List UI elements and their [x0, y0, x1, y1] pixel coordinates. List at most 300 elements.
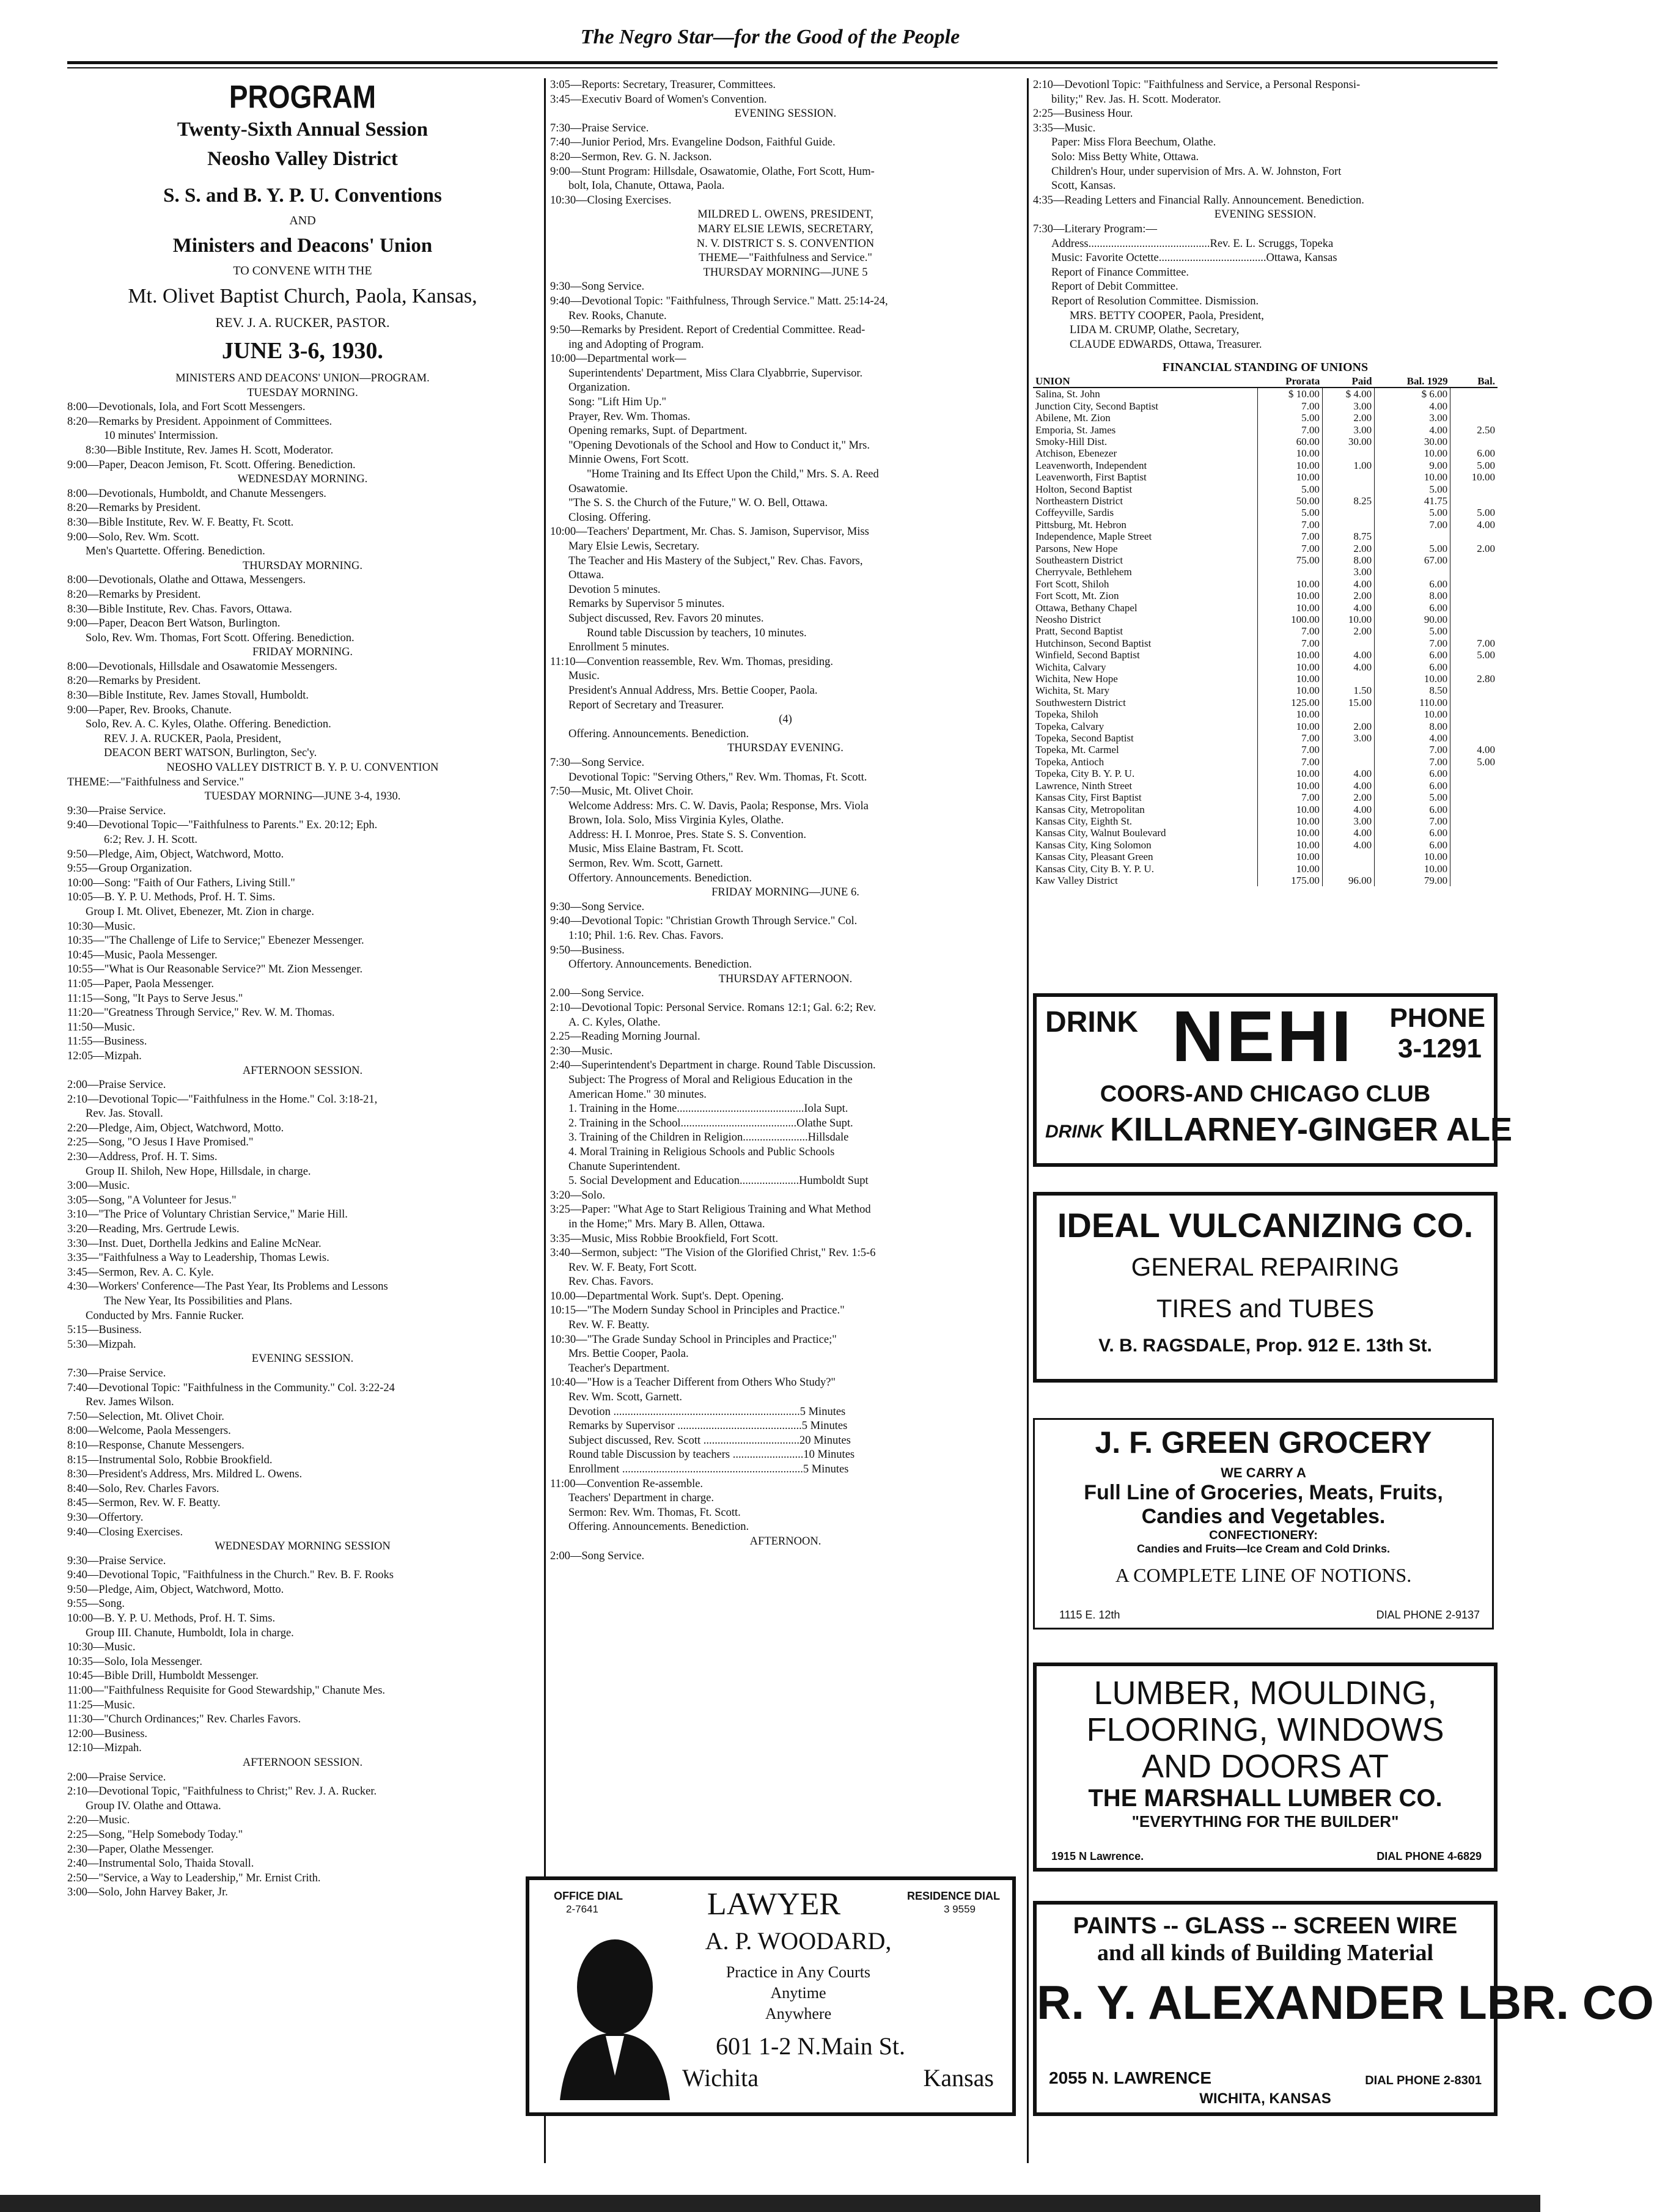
program-line: Group IV. Olathe and Ottawa. — [86, 1799, 221, 1812]
finance-cell: 4.00 — [1375, 400, 1450, 412]
program-line: 8:00—Devotionals, Olathe and Ottawa, Messengers. — [67, 574, 306, 587]
finance-cell: 6.00 — [1375, 839, 1450, 851]
finance-cell — [1450, 780, 1498, 792]
program-line: 2:00—Praise Service. — [67, 1079, 166, 1092]
program-line: 2.25—Reading Morning Journal. — [550, 1031, 700, 1043]
finance-cell: 7.00 — [1257, 732, 1322, 744]
program-line: 10:30—Music. — [67, 920, 136, 933]
marshall-line1: LUMBER, MOULDING, — [1093, 1675, 1437, 1711]
finance-cell — [1450, 554, 1498, 566]
finance-cell — [1322, 708, 1374, 720]
finance-header-cell: Bal. 1929 — [1375, 375, 1450, 388]
program-line: Address...........................................Rev. E. L. Scruggs, Topeka — [1051, 237, 1334, 250]
program-line: Scott, Kansas. — [1051, 180, 1116, 193]
church-heading: Mt. Olivet Baptist Church, Paola, Kansas, — [128, 285, 477, 307]
program-line: Rev. Wm. Scott, Garnett. — [568, 1391, 682, 1404]
program-line: 7:30—Praise Service. — [67, 1367, 166, 1380]
convene-line: TO CONVENE WITH THE — [233, 264, 372, 277]
finance-cell: 5.00 — [1450, 460, 1498, 471]
table-row — [1033, 412, 1498, 424]
program-line: THURSDAY MORNING—JUNE 5 — [703, 266, 868, 279]
program-line: 3:40—Sermon, subject: "The Vision of the Glorified Christ," Rev. 1:5-6 — [550, 1247, 876, 1260]
finance-cell: 30.00 — [1375, 436, 1450, 447]
finance-cell: Kansas City, Walnut Boulevard — [1035, 827, 1166, 839]
program-line: "Opening Devotionals of the School and How to Conduct it," Mrs. — [568, 439, 870, 452]
program-line: FRIDAY MORNING—JUNE 6. — [711, 886, 859, 899]
finance-cell: 10.00 — [1257, 590, 1322, 601]
finance-cell: Hutchinson, Second Baptist — [1035, 637, 1152, 649]
program-line: Osawatomie. — [568, 482, 628, 495]
program-line: 7:50—Music, Mt. Olivet Choir. — [550, 785, 694, 798]
finance-cell: 10.00 — [1257, 721, 1322, 732]
program-line: MILDRED L. OWENS, PRESIDENT, — [697, 208, 873, 221]
finance-cell — [1322, 673, 1374, 685]
finance-cell: 6.00 — [1375, 780, 1450, 792]
table-row — [1033, 436, 1498, 447]
program-line: TUESDAY MORNING. — [247, 386, 358, 399]
finance-cell: 3.00 — [1322, 815, 1374, 827]
finance-cell — [1450, 436, 1498, 447]
program-line: Offertory. Announcements. Benediction. — [568, 958, 752, 971]
table-row — [1033, 566, 1498, 578]
finance-cell: 10.00 — [1257, 815, 1322, 827]
finance-cell: 2.00 — [1322, 543, 1374, 554]
finance-cell: Kaw Valley District — [1035, 874, 1118, 886]
program-line: 7:40—Devotional Topic: "Faithfulness in the Community." Col. 3:22-24 — [67, 1381, 395, 1394]
pastor-line: REV. J. A. RUCKER, PASTOR. — [215, 315, 390, 330]
finance-cell: Kansas City, Eighth St. — [1035, 815, 1133, 827]
program-line: 3:45—Sermon, Rev. A. C. Kyle. — [67, 1266, 214, 1279]
alexander-city: WICHITA, KANSAS — [1199, 2090, 1331, 2107]
table-row — [1033, 507, 1498, 518]
program-line: 5. Social Development and Education.....................Humboldt Supt — [568, 1175, 869, 1188]
table-row — [1033, 780, 1498, 792]
finance-cell: Winfield, Second Baptist — [1035, 649, 1140, 661]
finance-cell: Topeka, Antioch — [1035, 755, 1105, 768]
finance-cell: 50.00 — [1257, 495, 1322, 507]
program-line: Round table Discussion by teachers .........................10 Minutes — [568, 1449, 855, 1461]
finance-cell: 8.50 — [1375, 685, 1450, 696]
nehi-drink-2: DRINK — [1045, 1122, 1103, 1142]
finance-cell — [1322, 638, 1374, 649]
finance-cell — [1450, 531, 1498, 542]
finance-cell: 10.00 — [1257, 851, 1322, 862]
finance-cell: Wichita, St. Mary — [1035, 685, 1110, 697]
program-line: 9:40—Closing Exercises. — [67, 1526, 183, 1538]
program-line: 8:45—Sermon, Rev. W. F. Beatty. — [67, 1497, 221, 1510]
finance-cell: 2.00 — [1322, 721, 1374, 732]
finance-cell: Junction City, Second Baptist — [1035, 400, 1159, 412]
finance-cell: 4.00 — [1322, 804, 1374, 815]
finance-cell: Fort Scott, Shiloh — [1035, 578, 1109, 590]
column-1 — [67, 78, 538, 2163]
table-row — [1033, 875, 1498, 886]
finance-cell: 5.00 — [1375, 543, 1450, 554]
program-line: "Home Training and Its Effect Upon the Child," Mrs. S. A. Reed — [587, 468, 879, 481]
program-line: Report of Finance Committee. — [1051, 266, 1189, 279]
table-row — [1033, 839, 1498, 851]
program-line: LIDA M. CRUMP, Olathe, Secretary, — [1070, 324, 1240, 337]
program-line: 11:00—Convention Re-assemble. — [550, 1477, 704, 1490]
program-line: Rev. Chas. Favors. — [568, 1276, 654, 1288]
finance-cell: 30.00 — [1322, 436, 1374, 447]
program-line: AFTERNOON SESSION. — [242, 1064, 363, 1077]
masthead-rule — [67, 61, 1498, 64]
program-line: 3:35—Music. — [1033, 122, 1096, 134]
program-line: 9:40—Devotional Topic—"Faithfulness to Parents." Ex. 20:12; Eph. — [67, 819, 378, 832]
program-line: Solo, Rev. Wm. Thomas, Fort Scott. Offering. Benediction. — [86, 631, 355, 644]
program-line: 10:00—Song: "Faith of Our Fathers, Living Still." — [67, 876, 295, 889]
table-row — [1033, 721, 1498, 732]
table-row — [1033, 661, 1498, 673]
program-line: Closing. Offering. — [568, 511, 651, 524]
program-line: 3:35—Music, Miss Robbie Brookfield, Fort Scott. — [550, 1232, 779, 1245]
program-line: Rev. W. F. Beatty. — [568, 1319, 650, 1332]
green-confectionery: CONFECTIONERY: — [1209, 1529, 1318, 1542]
table-row — [1033, 519, 1498, 531]
program-line: 2:20—Music. — [67, 1814, 130, 1827]
program-line: Group I. Mt. Olivet, Ebenezer, Mt. Zion in charge. — [86, 905, 314, 918]
program-line: Rev. Jas. Stovall. — [86, 1108, 163, 1120]
green-line2: Candies and Vegetables. — [1141, 1505, 1386, 1528]
finance-header-cell: UNION — [1033, 375, 1257, 388]
table-row — [1033, 804, 1498, 815]
table-row — [1033, 638, 1498, 649]
program-line: Rev. James Wilson. — [86, 1396, 174, 1409]
table-row — [1033, 460, 1498, 471]
program-line: Music, Miss Elaine Bastram, Ft. Scott. — [568, 843, 744, 856]
finance-cell — [1450, 851, 1498, 862]
finance-cell — [1450, 625, 1498, 637]
program-line: 9:00—Solo, Rev. Wm. Scott. — [67, 531, 199, 543]
finance-cell: 5.00 — [1375, 792, 1450, 803]
finance-cell: 10.00 — [1375, 851, 1450, 862]
program-line: Opening remarks, Supt. of Department. — [568, 425, 748, 438]
finance-cell: 3.00 — [1322, 566, 1374, 578]
program-line: Offering. Announcements. Benediction. — [568, 727, 749, 740]
finance-cell: 3.00 — [1322, 732, 1374, 744]
office-dial-number: 2-7641 — [566, 1903, 598, 1915]
green-address: 1115 E. 12th — [1059, 1609, 1120, 1621]
finance-table-body — [1033, 388, 1498, 886]
program-line: 3. Training of the Children in Religion.......................Hillsdale — [568, 1131, 849, 1144]
program-line: Solo: Miss Betty White, Ottawa. — [1051, 150, 1199, 163]
program-line: 10:35—"The Challenge of Life to Service;" Ebenezer Messenger. — [67, 935, 364, 947]
program-line: AFTERNOON. — [749, 1535, 821, 1548]
program-line: 9:30—Praise Service. — [67, 1554, 166, 1567]
program-line: WEDNESDAY MORNING SESSION — [215, 1540, 391, 1553]
program-line: 9:30—Praise Service. — [67, 804, 166, 817]
finance-cell: 41.75 — [1375, 495, 1450, 507]
finance-cell — [1322, 483, 1374, 495]
table-row — [1033, 744, 1498, 755]
finance-cell — [1450, 412, 1498, 424]
program-line: MRS. BETTY COOPER, Paola, President, — [1070, 309, 1264, 322]
finance-cell: 7.00 — [1375, 744, 1450, 755]
program-line: 2:30—Paper, Olathe Messenger. — [67, 1843, 214, 1856]
program-line: Teacher's Department. — [568, 1362, 670, 1375]
scan-edge — [0, 2195, 1540, 2212]
finance-cell: 5.00 — [1257, 412, 1322, 424]
table-row — [1033, 685, 1498, 696]
finance-cell: 1.00 — [1322, 460, 1374, 471]
program-line: A. C. Kyles, Olathe. — [568, 1016, 661, 1029]
program-line: 2:50—"Service, a Way to Leadership," Mr. Ernist Crith. — [67, 1872, 321, 1884]
finance-cell: Topeka, City B. Y. P. U. — [1035, 768, 1135, 780]
program-line: 11:05—Paper, Paola Messenger. — [67, 977, 215, 990]
finance-cell: Independence, Maple Street — [1035, 531, 1152, 543]
green-line1: Full Line of Groceries, Meats, Fruits, — [1084, 1481, 1443, 1504]
residence-dial-label: RESIDENCE DIAL — [906, 1890, 1000, 1902]
program-line: 9:00—Paper, Rev. Brooks, Chanute. — [67, 704, 232, 716]
finance-cell — [1450, 495, 1498, 507]
finance-cell: Kansas City, First Baptist — [1035, 792, 1142, 804]
finance-cell — [1322, 851, 1374, 862]
finance-cell — [1450, 804, 1498, 815]
green-phone: DIAL PHONE 2-9137 — [1376, 1609, 1480, 1621]
program-line: 11:20—"Greatness Through Service," Rev. W. M. Thomas. — [67, 1007, 335, 1020]
finance-cell: 5.00 — [1375, 625, 1450, 637]
finance-cell: 6.00 — [1375, 661, 1450, 673]
program-line: American Home." 30 minutes. — [568, 1088, 707, 1101]
finance-cell — [1450, 566, 1498, 578]
finance-cell: Topeka, Second Baptist — [1035, 732, 1134, 744]
finance-cell: 10.00 — [1375, 708, 1450, 720]
finance-cell — [1322, 519, 1374, 531]
program-line: 5:30—Mizpah. — [67, 1338, 136, 1351]
table-row — [1033, 697, 1498, 708]
masthead-rule-thin — [67, 67, 1498, 68]
ideal-repairing: GENERAL REPAIRING — [1131, 1252, 1400, 1281]
finance-cell — [1450, 815, 1498, 827]
program-line: 3:00—Music. — [67, 1180, 130, 1192]
finance-cell: 7.00 — [1257, 531, 1322, 542]
table-row — [1033, 863, 1498, 875]
finance-cell: 5.00 — [1450, 649, 1498, 661]
program-line: 8:10—Response, Chanute Messengers. — [67, 1439, 244, 1452]
program-line: 2.00—Song Service. — [550, 987, 644, 1000]
program-line: Enrollment 5 minutes. — [568, 641, 669, 654]
program-line: 2:25—Song, "O Jesus I Have Promised." — [67, 1136, 254, 1149]
finance-cell — [1450, 388, 1498, 400]
program-line: 10 minutes' Intermission. — [104, 430, 218, 443]
program-line: 8:30—President's Address, Mrs. Mildred L. Owens. — [67, 1468, 303, 1481]
program-line: Chanute Superintendent. — [568, 1160, 680, 1173]
program-line: 3:20—Solo. — [550, 1189, 605, 1202]
finance-cell: 100.00 — [1257, 614, 1322, 625]
program-line: The Teacher and His Mastery of the Subject," Rev. Chas. Favors, — [568, 554, 863, 567]
program-line: 10:45—Bible Drill, Humboldt Messenger. — [67, 1670, 259, 1683]
marshall-address: 1915 N Lawrence. — [1051, 1850, 1144, 1862]
program-line: Group II. Shiloh, New Hope, Hillsdale, in charge. — [86, 1165, 311, 1178]
table-row — [1033, 649, 1498, 661]
finance-cell: Pratt, Second Baptist — [1035, 625, 1123, 638]
program-line: Children's Hour, under supervision of Mrs. A. W. Johnston, Fort — [1051, 165, 1342, 178]
masthead: The Negro Star—for the Good of the People — [580, 26, 960, 48]
nehi-phone-number: 3-1291 — [1397, 1034, 1482, 1064]
program-line: Song: "Lift Him Up." — [568, 396, 667, 409]
program-line: THEME—"Faithfulness and Service." — [699, 252, 872, 265]
finance-cell: 75.00 — [1257, 554, 1322, 566]
program-title: PROGRAM — [229, 78, 377, 115]
marshall-lumber-ad — [1033, 1663, 1498, 1872]
finance-cell: 2.00 — [1322, 792, 1374, 803]
program-line: 8:00—Devotionals, Iola, and Fort Scott Messengers. — [67, 401, 306, 414]
table-row — [1033, 851, 1498, 862]
program-line: 9:00—Paper, Deacon Jemison, Ft. Scott. Offering. Benediction. — [67, 458, 356, 471]
finance-cell: 10.00 — [1257, 780, 1322, 792]
finance-cell: 10.00 — [1257, 602, 1322, 614]
finance-cell — [1450, 661, 1498, 673]
finance-cell: Ottawa, Bethany Chapel — [1035, 601, 1138, 614]
program-line: 8:20—Remarks by President. Appoinment of Committees. — [67, 415, 333, 428]
finance-cell: Salina, St. John — [1035, 388, 1100, 400]
program-line: 2:10—Devotional Topic, "Faithfulness to Christ;" Rev. J. A. Rucker. — [67, 1785, 377, 1798]
program-line: Welcome Address: Mrs. C. W. Davis, Paola; Response, Mrs. Viola — [568, 799, 869, 812]
finance-cell: 10.00 — [1257, 863, 1322, 875]
program-line: 9:00—Paper, Deacon Bert Watson, Burlington. — [67, 617, 281, 630]
program-line: 2:00—Song Service. — [550, 1549, 645, 1562]
finance-cell: Pittsburg, Mt. Hebron — [1035, 518, 1127, 531]
finance-cell: 9.00 — [1375, 460, 1450, 471]
finance-cell: 10.00 — [1257, 673, 1322, 685]
finance-cell: 2.50 — [1450, 424, 1498, 436]
program-line: THURSDAY MORNING. — [243, 559, 362, 572]
program-line: 4:30—Workers' Conference—The Past Year, Its Problems and Lessons — [67, 1281, 388, 1293]
program-line: 2:40—Superintendent's Department in charge. Round Table Discussion. — [550, 1059, 876, 1072]
program-line: Rev. Rooks, Chanute. — [568, 309, 667, 322]
finance-cell: Cherryvale, Bethlehem — [1035, 566, 1132, 578]
program-line: 12:00—Business. — [67, 1727, 148, 1740]
finance-cell — [1450, 792, 1498, 803]
program-line: Sermon, Rev. Wm. Scott, Garnett. — [568, 858, 723, 870]
program-line: MARY ELSIE LEWIS, SECRETARY, — [697, 222, 873, 235]
program-line: (4) — [779, 713, 792, 726]
table-row — [1033, 827, 1498, 839]
program-line: 3:20—Reading, Mrs. Gertrude Lewis. — [67, 1223, 240, 1236]
finance-cell: 10.00 — [1375, 863, 1450, 875]
finance-cell: 4.00 — [1450, 744, 1498, 755]
program-line: 11:50—Music. — [67, 1021, 135, 1034]
and-divider: AND — [289, 214, 316, 227]
finance-cell: Smoky-Hill Dist. — [1035, 435, 1108, 447]
program-line: in the Home;" Mrs. Mary B. Allen, Ottawa. — [568, 1218, 765, 1230]
finance-cell — [1450, 827, 1498, 839]
finance-cell — [1322, 507, 1374, 518]
finance-cell: 2.80 — [1450, 673, 1498, 685]
finance-cell: 10.00 — [1257, 768, 1322, 779]
finance-cell — [1450, 839, 1498, 851]
finance-cell — [1257, 566, 1322, 578]
program-line: 7:50—Selection, Mt. Olivet Choir. — [67, 1410, 224, 1423]
program-line: 9:30—Song Service. — [550, 281, 645, 293]
table-row — [1033, 447, 1498, 459]
nehi-killarney: KILLARNEY-GINGER ALE — [1110, 1111, 1513, 1148]
alexander-address: 2055 N. LAWRENCE — [1049, 2068, 1212, 2087]
program-line: 9:50—Business. — [550, 944, 625, 957]
program-line: bility;" Rev. Jas. H. Scott. Moderator. — [1051, 93, 1221, 106]
program-line: 11:15—Song, "It Pays to Serve Jesus." — [67, 992, 243, 1005]
program-line: Paper: Miss Flora Beechum, Olathe. — [1051, 136, 1216, 149]
program-line: Enrollment ................................................................5 Minutes — [568, 1463, 849, 1475]
finance-cell: 10.00 — [1375, 471, 1450, 483]
program-line: CLAUDE EDWARDS, Ottawa, Treasurer. — [1070, 338, 1262, 351]
finance-cell: Fort Scott, Mt. Zion — [1035, 590, 1119, 602]
program-line: EVENING SESSION. — [734, 108, 837, 120]
table-row — [1033, 388, 1498, 400]
marshall-line2: FLOORING, WINDOWS — [1086, 1711, 1444, 1748]
finance-cell: 5.00 — [1257, 483, 1322, 495]
finance-cell — [1450, 863, 1498, 875]
green-name: J. F. GREEN GROCERY — [1095, 1425, 1432, 1460]
program-line: 10:55—"What is Our Reasonable Service?" Mt. Zion Messenger. — [67, 963, 363, 976]
program-line: 9:50—Remarks by President. Report of Credential Committee. Read- — [550, 324, 866, 337]
finance-cell: 10.00 — [1257, 578, 1322, 590]
finance-cell: 10.00 — [1257, 804, 1322, 815]
finance-cell: 90.00 — [1375, 614, 1450, 625]
program-line: 11:00—"Faithfulness Requisite for Good Stewardship," Chanute Mes. — [67, 1685, 386, 1697]
finance-cell: 7.00 — [1257, 625, 1322, 637]
program-line: 11:55—Business. — [67, 1035, 147, 1048]
program-line: 3:35—"Faithfulness a Way to Leadership, Thomas Lewis. — [67, 1252, 329, 1265]
table-row — [1033, 815, 1498, 827]
finance-header-cell: Bal. — [1450, 375, 1498, 388]
finance-cell — [1450, 400, 1498, 412]
finance-cell: 3.00 — [1375, 412, 1450, 424]
program-line: 11:30—"Church Ordinances;" Rev. Charles Favors. — [67, 1713, 301, 1726]
program-line: 4:35—Reading Letters and Financial Rally. Announcement. Benediction. — [1033, 194, 1364, 207]
nehi-coors: COORS-AND CHICAGO CLUB — [1100, 1081, 1431, 1107]
program-line: 10:15—"The Modern Sunday School in Principles and Practice." — [550, 1304, 845, 1317]
table-row — [1033, 768, 1498, 779]
program-line: 2:25—Business Hour. — [1033, 108, 1133, 120]
finance-cell: 10.00 — [1257, 708, 1322, 720]
program-line: Report of Secretary and Treasurer. — [568, 699, 724, 711]
finance-cell: 4.00 — [1322, 827, 1374, 839]
program-line: Solo, Rev. A. C. Kyles, Olathe. Offering. Benediction. — [86, 718, 331, 731]
program-line: 10.00—Departmental Work. Supt's. Dept. Opening. — [550, 1290, 784, 1303]
finance-cell — [1375, 531, 1450, 542]
finance-cell: 10.00 — [1322, 614, 1374, 625]
finance-cell: Topeka, Shiloh — [1035, 708, 1098, 721]
finance-cell: 8.00 — [1322, 554, 1374, 566]
finance-cell: Atchison, Ebenezer — [1035, 447, 1117, 460]
finance-cell — [1322, 744, 1374, 755]
finance-cell: Northeastern District — [1035, 494, 1123, 507]
table-row — [1033, 625, 1498, 637]
program-line: Music. — [568, 670, 600, 683]
program-line: 10:00—Teachers' Department, Mr. Chas. S. Jamison, Supervisor, Miss — [550, 526, 869, 538]
program-line: 3:05—Reports: Secretary, Treasurer, Committees. — [550, 79, 776, 91]
marshall-phone: DIAL PHONE 4-6829 — [1376, 1850, 1482, 1862]
finance-cell: 6.00 — [1375, 827, 1450, 839]
finance-title: FINANCIAL STANDING OF UNIONS — [1162, 361, 1369, 375]
program-line: 3:30—Inst. Duet, Dorthella Jedkins and Ealine McNear. — [67, 1237, 322, 1250]
lawyer-ad — [526, 1876, 1016, 2116]
finance-cell: 7.00 — [1375, 638, 1450, 649]
program-line: 10:45—Music, Paola Messenger. — [67, 949, 218, 961]
finance-cell: Topeka, Calvary — [1035, 720, 1105, 732]
finance-cell: 3.00 — [1322, 424, 1374, 436]
finance-cell: 3.00 — [1322, 400, 1374, 412]
program-line: 9:55—Song. — [67, 1598, 125, 1611]
program-line: Rev. W. F. Beaty, Fort Scott. — [568, 1261, 697, 1274]
union-heading: Ministers and Deacons' Union — [172, 235, 433, 257]
finance-cell: 10.00 — [1375, 673, 1450, 685]
program-line: 8:00—Devotionals, Humboldt, and Chanute Messengers. — [67, 487, 326, 500]
finance-cell: 7.00 — [1257, 744, 1322, 755]
finance-cell: 96.00 — [1322, 875, 1374, 886]
